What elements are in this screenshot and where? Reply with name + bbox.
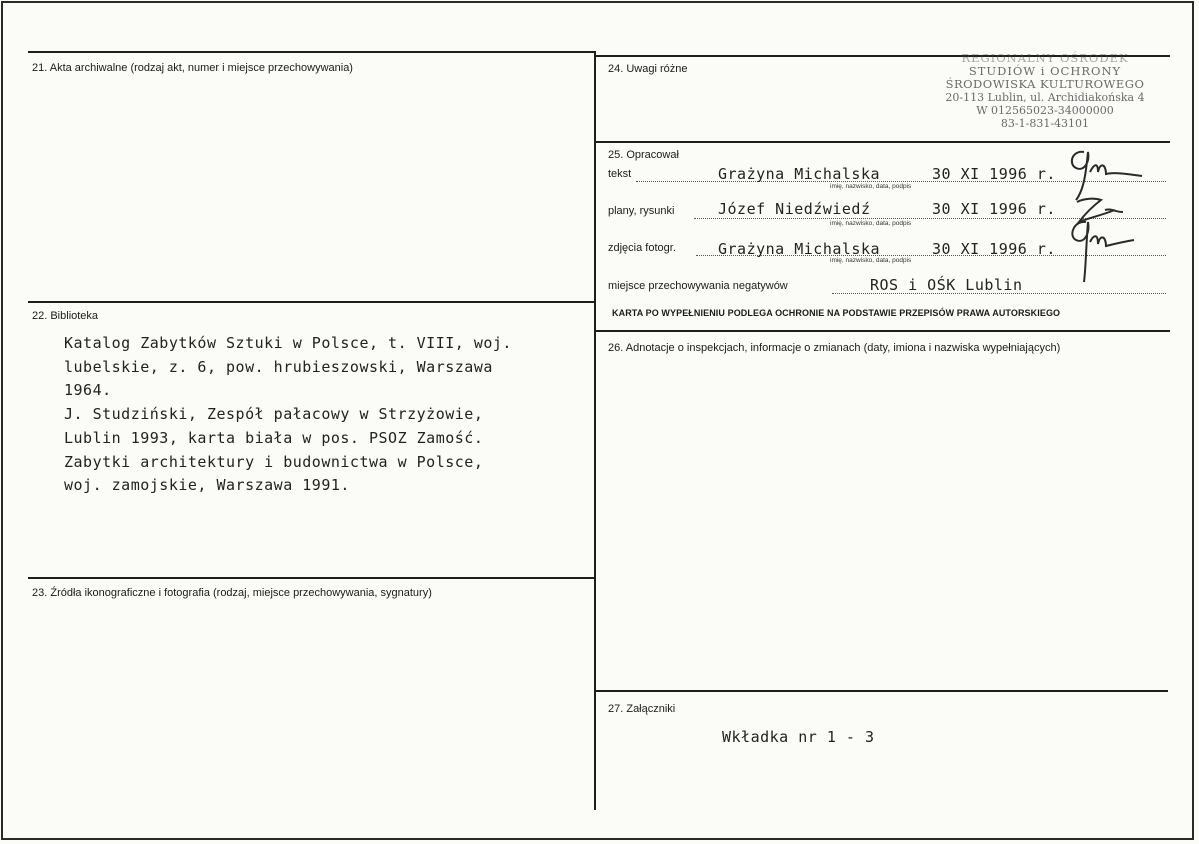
divider — [28, 51, 595, 53]
divider — [28, 301, 595, 303]
signature-image — [1060, 216, 1140, 284]
stamp-line: REGIONALNY OŚRODEK — [961, 51, 1129, 65]
stamp-line: 83-1-831-43101 — [1000, 117, 1090, 130]
section-21-label: 21. Akta archiwalne (rodzaj akt, numer i miejsce przechowywania) — [32, 62, 353, 74]
divider — [596, 330, 1170, 332]
field-caption: imię, nazwisko, data, podpis — [830, 257, 912, 264]
divider — [28, 577, 595, 579]
author-date: 30 XI 1996 r. — [932, 240, 1056, 258]
section-27-label: 27. Załączniki — [608, 703, 676, 715]
negatives-location: ROS i OŚK Lublin — [870, 276, 1023, 294]
author-row-label: tekst — [608, 168, 632, 180]
field-caption: imię, nazwisko, data, podpis — [830, 183, 912, 190]
copyright-notice: KARTA PO WYPEŁNIENIU PODLEGA OCHRONIE NA PODSTAWIE PRZEPISÓW PRAWA AUTORSKIEGO — [612, 308, 1061, 318]
stamp-line: ŚRODOWISKA KULTUROWEGO — [945, 77, 1145, 91]
author-name: Grażyna Michalska — [718, 240, 881, 258]
author-date: 30 XI 1996 r. — [932, 200, 1056, 218]
author-date: 30 XI 1996 r. — [932, 165, 1056, 183]
bibliography-line: Zabytki architektury i budownictwa w Polsce, — [64, 452, 484, 471]
section-24-label: 24. Uwagi różne — [608, 63, 688, 75]
institution-stamp — [930, 52, 1160, 130]
stamp-line: STUDIÓW i OCHRONY — [968, 64, 1122, 78]
author-row-label: zdjęcia fotogr. — [608, 242, 676, 254]
divider — [594, 51, 596, 810]
attachments-value: Wkładka nr 1 - 3 — [722, 728, 875, 746]
author-name: Józef Niedźwiedź — [718, 200, 871, 218]
section-22-label: 22. Biblioteka — [32, 310, 99, 322]
section-25-label: 25. Opracował — [608, 149, 679, 161]
author-row-label: plany, rysunki — [608, 205, 675, 217]
bibliography-line: lubelskie, z. 6, pow. hrubieszowski, Warszawa — [64, 357, 493, 376]
bibliography-line: 1964. — [64, 381, 112, 400]
bibliography-line: Lublin 1993, karta biała w pos. PSOZ Zamość. — [64, 428, 484, 447]
divider — [596, 690, 1168, 692]
bibliography-text — [64, 332, 512, 498]
section-26-label: 26. Adnotacje o inspekcjach, informacje o zmianach (daty, imiona i nazwiska wypełniających) — [608, 342, 1061, 354]
stamp-line: 20-113 Lublin, ul. Archidiakońska 4 — [945, 91, 1145, 104]
stamp-line: W 012565023-34000000 — [976, 104, 1114, 117]
section-23-label: 23. Źródła ikonograficzne i fotografia (rodzaj, miejsce przechowywania, sygnatury) — [32, 587, 432, 599]
bibliography-line: woj. zamojskie, Warszawa 1991. — [64, 476, 350, 495]
field-caption: imię, nazwisko, data, podpis — [830, 220, 912, 227]
bibliography-line: Katalog Zabytków Sztuki w Polsce, t. VIII, woj. — [64, 334, 512, 352]
negatives-label: miejsce przechowywania negatywów — [608, 280, 788, 292]
author-name: Grażyna Michalska — [718, 165, 881, 183]
bibliography-line: J. Studziński, Zespół pałacowy w Strzyżowie, — [64, 405, 484, 424]
